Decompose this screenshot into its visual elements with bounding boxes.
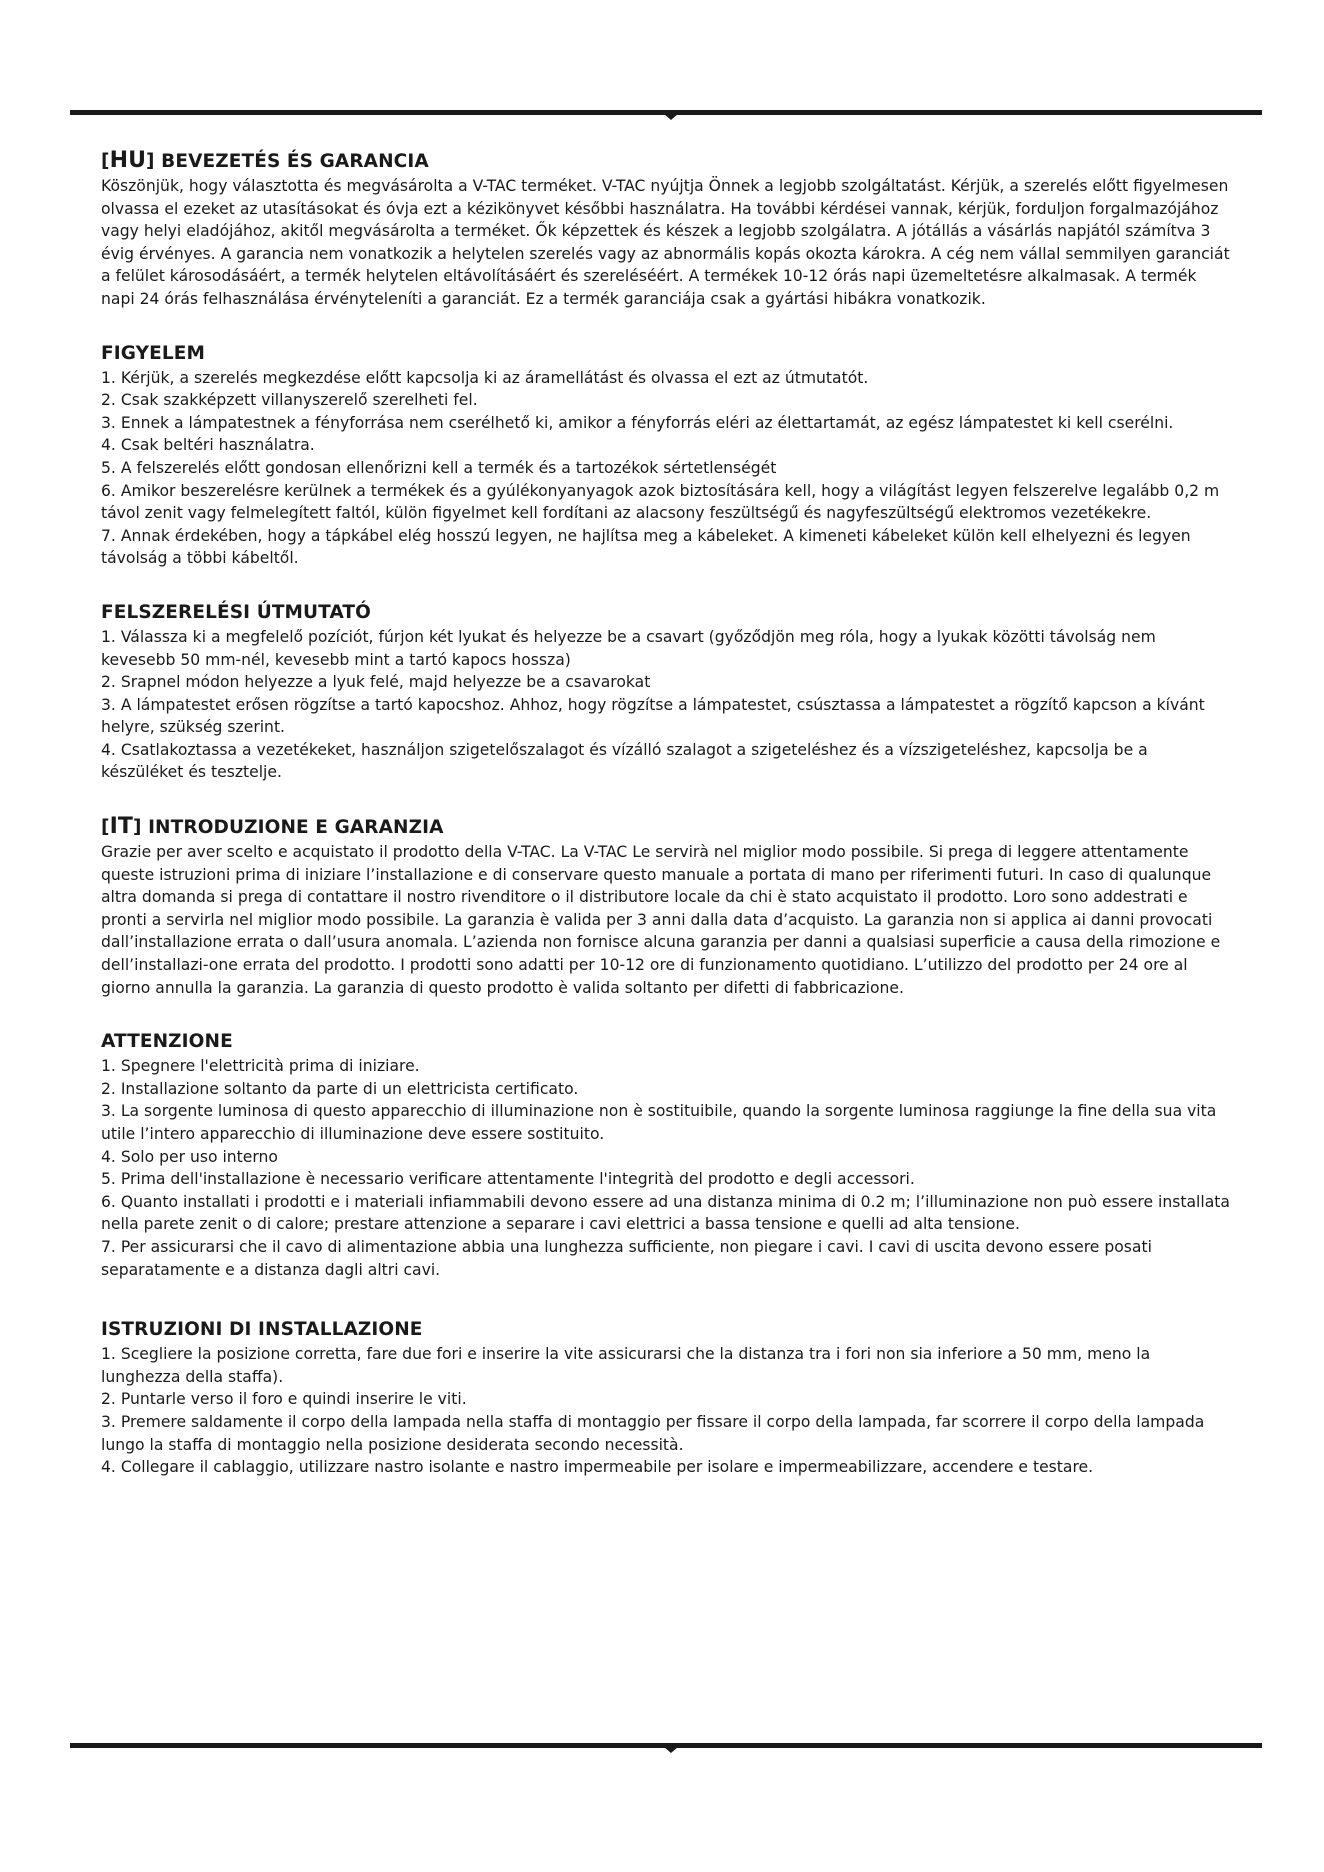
hu-install-section — [101, 600, 1231, 784]
it-warning-item: 4. Solo per uso interno — [101, 1147, 278, 1166]
it-install-item: 1. Scegliere la posizione corretta, fare due fori e inserire la vite assicurarsi che la distanza tra i fori non sia inferiore a 50 mm, meno la lunghezza della staffa). — [101, 1345, 1151, 1386]
hu-install-item: 1. Válassza ki a megfelelő pozíciót, fúrjon két lyukat és helyezze be a csavart (győződjön meg róla, hogy a lyukak közötti távolság nem kevesebb 50 mm-nél, kevesebb mint a tartó kapocs hossza) — [101, 627, 1156, 669]
it-install-item: 4. Collegare il cablaggio, utilizzare nastro isolante e nastro impermeabile per isolare e impermeabilizzare, accendere e testare. — [101, 1458, 1094, 1477]
it-warning-item: 1. Spegnere l'elettricità prima di iniziare. — [101, 1057, 420, 1076]
hu-warning-item: 5. A felszerelés előtt gondosan ellenőrizni kell a termék és a tartozékok sértetlenségét — [101, 458, 777, 477]
hu-install-item: 4. Csatlakoztassa a vezetékeket, használjon szigetelőszalagot és vízálló szalagot a szigeteléshez és a vízszigeteléshez, kapcsolja be a készüléket és tesztelje. — [101, 740, 1148, 782]
hu-warning-item: 2. Csak szakképzett villanyszerelő szerelheti fel. — [101, 391, 478, 410]
hu-intro-section — [101, 148, 1231, 311]
it-warning-item: 5. Prima dell'installazione è necessario verificare attentamente l'integrità del prodotto e degli accessori. — [101, 1170, 915, 1189]
it-warning-section — [101, 1029, 1231, 1281]
hu-install-item: 3. A lámpatestet erősen rögzítse a tartó kapocshoz. Ahhoz, hogy rögzítse a lámpatestet, csúsztassa a lámpatestet a rögzítő kapcson a kívánt helyre, szükség szerint. — [101, 695, 1205, 737]
hu-warning-item: 6. Amikor beszerelésre kerülnek a termékek és a gyúlékonyanyagok azok biztosítására kell, hogy a világítást legyen felszerelve legalább 0,2 m távol zenit vagy felmelegített faltól, külön figyelmet kell fordítani az alacsony feszültségű és nagyfeszültségű elektromos vezetékekre. — [101, 481, 1220, 523]
it-warning-item: 7. Per assicurarsi che il cavo di alimentazione abbia una lunghezza sufficiente, non piegare i cavi. I cavi di uscita devono essere posati separatamente e a distanza dagli altri cavi. — [101, 1237, 1152, 1279]
it-warning-item: 3. La sorgente luminosa di questo apparecchio di illuminazione non è sostituibile, quando la sorgente luminosa raggiunge la fine della sua vita utile l’intero apparecchio di illuminazione deve essere sostituito. — [101, 1102, 1217, 1143]
hu-intro-title-text: BEVEZETÉS ÉS GARANCIA — [161, 151, 429, 172]
bottom-divider-notch — [664, 1747, 678, 1753]
hu-install-item: 2. Srapnel módon helyezze a lyuk felé, majd helyezze be a csavarokat — [101, 673, 651, 692]
it-intro-title: [IT] INTRODUZIONE E GARANZIA — [101, 814, 444, 840]
hu-lang-code: HU — [109, 148, 147, 173]
top-divider-notch — [664, 114, 678, 120]
hu-install-title: FELSZERELÉSI ÚTMUTATÓ — [101, 601, 371, 623]
it-install-item: 3. Premere saldamente il corpo della lampada nella staffa di montaggio per fissare il corpo della lampada, far scorrere il corpo della lampada lungo la staffa di montaggio nella posizione desiderata secondo necessità. — [101, 1412, 1205, 1454]
hu-intro-title: [HU] BEVEZETÉS ÉS GARANCIA — [101, 148, 429, 173]
hu-intro-text: Köszönjük, hogy választotta és megvásárolta a V-TAC terméket. V-TAC nyújtja Önnek a legjobb szolgáltatást. Kérjük, a szerelés előtt figyelmesen olvassa el ezeket az utasításokat és óvja ezt a kézikönyvet későbbi használatra. Ha további kérdései vannak, kérjük, forduljon forgalmazójához vagy helyi eladójához, akitől megvásárolta a terméket. Ők képzettek és készek a legjobb szolgálatra. A jótállás a vásárlás napjától számítva 3 évig érvényes. A garancia nem vonatkozik a helytelen szerelés vagy az abnormális kopás okozta károkra. A cég nem vállal semmilyen garanciát a felület károsodásáért, a termék helytelen eltávolításáért és szereléséért. A termékek 10-12 órás napi üzemeltetésre alkalmasak. A termék napi 24 órás felhasználása érvényteleníti a garanciát. Ez a termék garanciája csak a gyártási hibákra vonatkozik. — [101, 177, 1230, 308]
it-install-item: 2. Puntarle verso il foro e quindi inserire le viti. — [101, 1390, 467, 1409]
it-intro-text: Grazie per aver scelto e acquistato il prodotto della V-TAC. La V-TAC Le servirà nel miglior modo possibile. Si prega di leggere attentamente queste istruzioni prima di iniziare l’installazione e di conservare questo manuale a portata di mano per riferimenti futuri. In caso di qualunque altra domanda si prega di contattare il nostro rivenditore o il distributore locale da chi è stato acquistato il prodotto. Loro sono addestrati e pronti a servirla nel miglior modo possibile. La garanzia è valida per 3 anni dalla data d’acquisto. La garanzia non si applica ai danni provocati dall’installazione errata o dall’usura anomala. L’azienda non fornisce alcuna garanzia per danni a qualsiasi superficie a causa della rimozione e dell’installazi-one errata del prodotto. I prodotti sono adatti per 10-12 ore di funzionamento quotidiano. L’utilizzo del prodotto per 24 ore al giorno annulla la garanzia. La garanzia di questo prodotto è valida soltanto per difetti di fabbricazione. — [101, 843, 1221, 997]
it-intro-title-text: INTRODUZIONE E GARANZIA — [148, 817, 444, 839]
it-install-section — [101, 1317, 1231, 1479]
it-install-title: ISTRUZIONI DI INSTALLAZIONE — [101, 1319, 423, 1341]
hu-warning-section — [101, 341, 1231, 570]
hu-warning-item: 1. Kérjük, a szerelés megkezdése előtt kapcsolja ki az áramellátást és olvassa el ezt az útmutatót. — [101, 368, 869, 387]
hu-warning-item: 7. Annak érdekében, hogy a tápkábel elég hosszú legyen, ne hajlítsa meg a kábeleket. A kimeneti kábeleket külön kell elhelyezni és legyen távolság a többi kábeltől. — [101, 526, 1191, 568]
it-intro-section — [101, 814, 1231, 999]
hu-warning-item: 4. Csak beltéri használatra. — [101, 436, 315, 455]
it-warning-item: 6. Quanto installati i prodotti e i materiali infiammabili devono essere ad una distanza minima di 0.2 m; l’illuminazione non può essere installata nella parete zenit o di calore; prestare attenzione a separare i cavi elettrici a bassa tensione e quelli ad alta tensione. — [101, 1192, 1230, 1234]
it-warning-title: ATTENZIONE — [101, 1031, 233, 1053]
page-content — [101, 148, 1231, 1479]
it-warning-item: 2. Installazione soltanto da parte di un elettricista certificato. — [101, 1079, 579, 1098]
hu-warning-title: FIGYELEM — [101, 342, 205, 364]
it-lang-code: IT — [109, 814, 133, 840]
hu-warning-item: 3. Ennek a lámpatestnek a fényforrása nem cserélhető ki, amikor a fényforrás eléri az élettartamát, az egész lámpatestet ki kell cserélni. — [101, 413, 1174, 432]
